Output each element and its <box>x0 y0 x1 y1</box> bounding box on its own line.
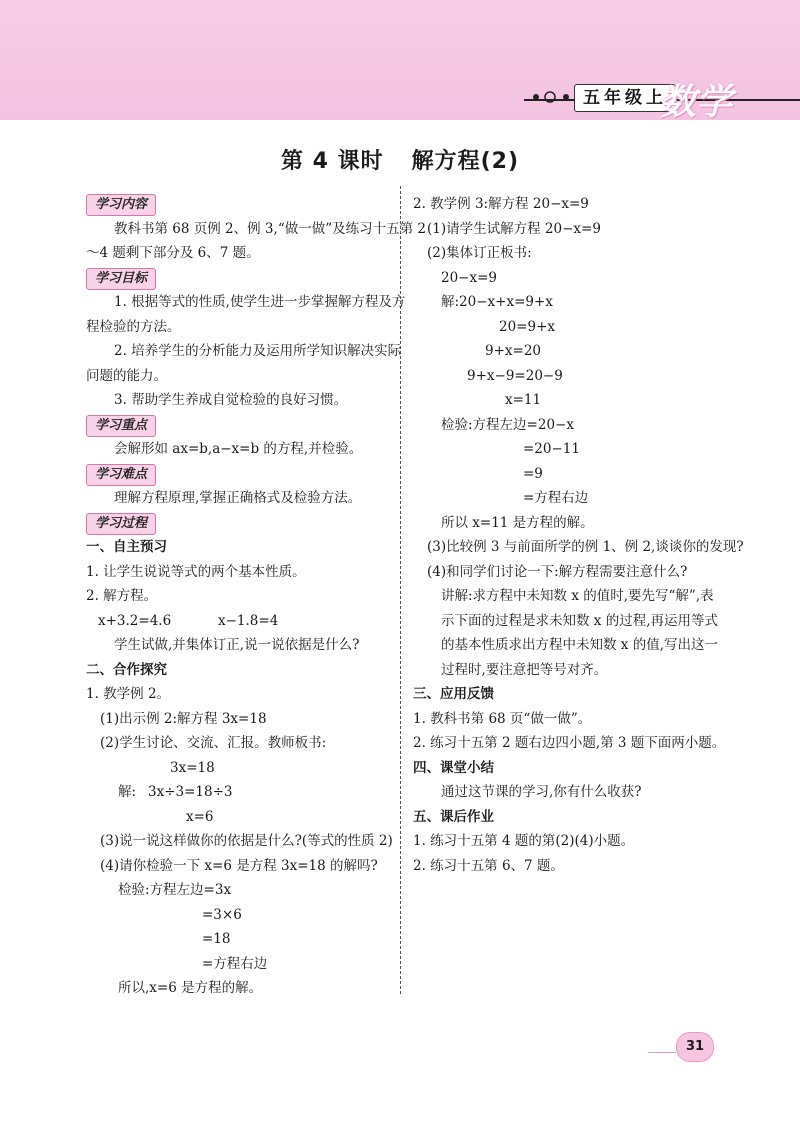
board-step <box>413 388 713 413</box>
exercise-line: 2. 解方程。 <box>86 588 158 604</box>
board-step <box>413 339 713 364</box>
lesson-topic: 解方程(2) <box>411 149 520 174</box>
exercise-line: 1. 教学例 2。 <box>86 686 171 702</box>
difficult-text: 理解方程原理,掌握正确格式及检验方法。 <box>114 490 362 506</box>
badge-learning-process: 学习过程 <box>86 513 156 535</box>
goal-line: 2. 培养学生的分析能力及运用所学知识解决实际 <box>114 343 402 359</box>
homework-line: 1. 练习十五第 4 题的第(2)(4)小题。 <box>413 833 635 849</box>
check-step <box>86 927 390 952</box>
equation: x+3.2=4.6 <box>98 612 172 629</box>
section-heading: 三、应用反馈 <box>413 686 494 702</box>
board-equation: 解:20−x+x=9+x <box>441 294 553 310</box>
section-heading: 二、合作探究 <box>86 661 167 678</box>
board-step <box>413 266 713 291</box>
check-line: 所以,x=6 是方程的解。 <box>118 980 263 996</box>
check-step <box>86 976 390 1001</box>
check-line: =3×6 <box>202 906 242 923</box>
board-equation: 20−x=9 <box>441 269 498 286</box>
board-equation: 3x÷3=18÷3 <box>148 784 233 800</box>
right-column <box>413 192 744 878</box>
note-line: 学生试做,并集体订正,说一说依据是什么? <box>114 637 360 653</box>
board-equation: 20=9+x <box>499 318 556 335</box>
exercise-line: 2. 教学例 3:解方程 20−x=9 <box>413 196 589 212</box>
homework-line: 2. 练习十五第 6、7 题。 <box>413 857 564 874</box>
exercise-line: 1. 让学生说说等式的两个基本性质。 <box>86 563 306 580</box>
check-step <box>413 413 713 438</box>
lesson-title <box>0 144 800 175</box>
section-heading: 五、课后作业 <box>413 808 494 825</box>
left-column <box>86 192 426 1001</box>
board-step <box>86 756 390 781</box>
goal-line: 问题的能力。 <box>86 367 167 384</box>
board-step <box>413 315 713 340</box>
exercise-line: (1)出示例 2:解方程 3x=18 <box>100 710 267 727</box>
board-equation: 3x=18 <box>170 759 215 776</box>
board-step <box>413 290 713 315</box>
board-step <box>86 805 390 830</box>
page-number: 31 <box>676 1032 714 1062</box>
check-line: =9 <box>523 465 543 482</box>
check-line: =方程右边 <box>202 955 268 972</box>
board-equation: 9+x=20 <box>485 343 542 359</box>
board-step <box>86 780 390 805</box>
board-equation: x=11 <box>505 392 542 408</box>
board-equation: x=6 <box>186 808 214 825</box>
check-step <box>86 878 390 903</box>
exercise-line: (3)说一说这样做你的依据是什么?(等式的性质 2) <box>100 833 393 849</box>
exercise-line: (4)和同学们讨论一下:解方程需要注意什么? <box>427 563 688 580</box>
board-equation: 9+x−9=20−9 <box>467 367 563 384</box>
check-step <box>86 952 390 977</box>
check-line: 检验:方程左边=20−x <box>441 416 574 433</box>
check-step <box>413 511 713 536</box>
check-line: 检验:方程左边=3x <box>118 882 232 898</box>
check-step <box>413 486 713 511</box>
content-line: 教科书第 68 页例 2、例 3,“做一做”及练习十五第 2 <box>114 220 426 237</box>
check-line: 所以 x=11 是方程的解。 <box>441 514 594 531</box>
lesson-number: 第 4 课时 <box>280 149 384 174</box>
section-heading: 四、课堂小结 <box>413 759 494 776</box>
explain-line: 的基本性质求出方程中未知数 x 的值,写出这一 <box>441 637 718 653</box>
equation: x−1.8=4 <box>218 612 279 629</box>
equation-row <box>86 609 390 634</box>
check-line: =20−11 <box>523 441 580 457</box>
explain-line: 过程时,要注意把等号对齐。 <box>441 661 608 678</box>
page-number-rule <box>648 1052 676 1053</box>
board-step <box>413 364 713 389</box>
content-line: ～4 题剩下部分及 6、7 题。 <box>86 245 260 261</box>
goal-line: 1. 根据等式的性质,使学生进一步掌握解方程及方 <box>114 294 406 310</box>
goal-line: 3. 帮助学生养成自觉检验的良好习惯。 <box>114 392 348 408</box>
section-heading: 一、自主预习 <box>86 539 167 555</box>
exercise-line: 1. 教科书第 68 页“做一做”。 <box>413 710 592 727</box>
badge-learning-goals: 学习目标 <box>86 268 156 290</box>
exercise-line: (4)请你检验一下 x=6 是方程 3x=18 的解吗? <box>100 857 378 874</box>
solution-label: 解: <box>118 784 137 800</box>
key-text: 会解形如 ax=b,a−x=b 的方程,并检验。 <box>114 441 363 457</box>
badge-difficult-points: 学习难点 <box>86 464 156 486</box>
check-step <box>86 903 390 928</box>
exercise-line: (2)集体订正板书: <box>427 245 532 261</box>
subject-logo: 数学 <box>660 81 733 123</box>
summary-line: 通过这节课的学习,你有什么收获? <box>441 784 642 800</box>
exercise-line: (2)学生讨论、交流、汇报。教师板书: <box>100 735 327 751</box>
check-step <box>413 437 713 462</box>
check-line: =方程右边 <box>523 490 589 506</box>
goal-line: 程检验的方法。 <box>86 318 181 335</box>
grade-label: 五年级上 <box>574 84 676 112</box>
badge-learning-content: 学习内容 <box>86 194 156 216</box>
exercise-line: 2. 练习十五第 2 题右边四小题,第 3 题下面两小题。 <box>413 735 726 751</box>
explain-line: 示下面的过程是求未知数 x 的过程,再运用等式 <box>441 612 718 629</box>
exercise-line: (1)请学生试解方程 20−x=9 <box>427 220 601 237</box>
check-line: =18 <box>202 931 231 947</box>
badge-key-points: 学习重点 <box>86 415 156 437</box>
exercise-line: (3)比较例 3 与前面所学的例 1、例 2,谈谈你的发现? <box>427 539 744 555</box>
explain-line: 讲解:求方程中未知数 x 的值时,要先写“解”,表 <box>441 588 714 604</box>
check-step <box>413 462 713 487</box>
